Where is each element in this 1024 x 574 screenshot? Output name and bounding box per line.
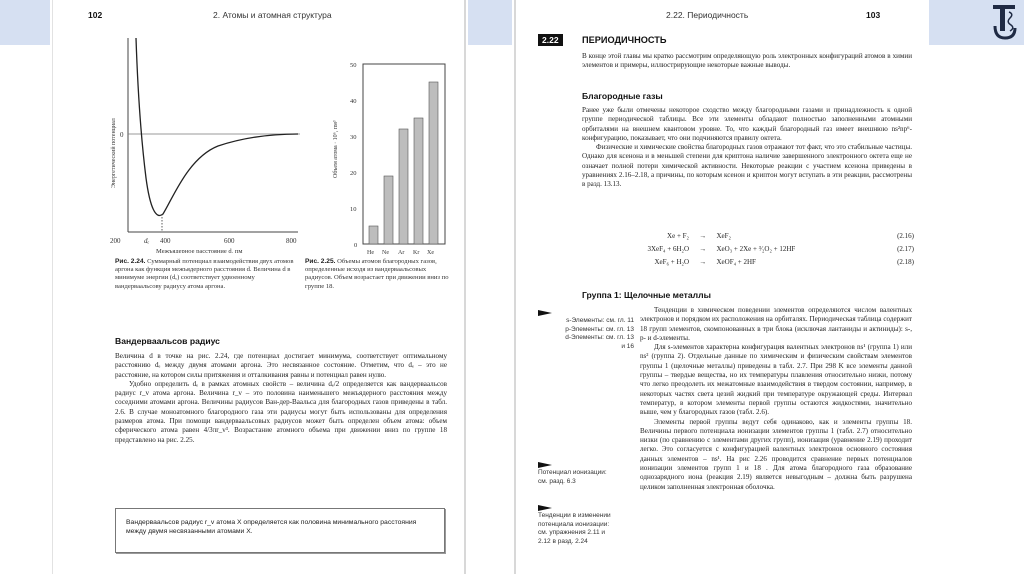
corner-decoration-middle (468, 0, 512, 45)
subsection-heading-noble-gases: Благородные газы (582, 91, 663, 101)
section-title: ПЕРИОДИЧНОСТЬ (582, 35, 667, 45)
equation-number: (2.17) (897, 245, 914, 253)
pointer-arrow-icon (538, 310, 552, 316)
svg-text:Объем атома · 10⁶, пм³: Объем атома · 10⁶, пм³ (333, 120, 339, 178)
figure-2-25-label: Рис. 2.25. (305, 258, 336, 265)
svg-text:Межъядерное расстояние d, пм: Межъядерное расстояние d, пм (156, 248, 243, 253)
margin-note-ionization (538, 462, 634, 486)
right-page (514, 0, 928, 574)
svg-text:0: 0 (354, 242, 358, 249)
subsection-heading-alkali-metals: Группа 1: Щелочные металлы (582, 290, 711, 300)
intro-text (582, 52, 912, 71)
equation-left: Xe + F₂ (667, 232, 689, 240)
paragraph: В конце этой главы мы кратко рассмотрим определяющую роль электронных конфигураций атомов в химии элементов и примеры, иллюстрирующие некоторые важные выводы. (582, 52, 912, 70)
svg-text:Xe: Xe (427, 250, 434, 256)
figure-2-24-text: Суммарный потенциал взаимодействия двух атомов аргона как функция межъядерного расстояния d. Величина d в минимуме энергии (dₑ) соответствует удвоенному вандерваальсову радиусу атома аргона. (115, 258, 294, 290)
page-number-right: 103 (866, 10, 881, 20)
margin-note-line: p-Элементы: см. гл. 13 (565, 325, 634, 333)
figure-2-25-text: Объемы атомов благородных газов, определенные исходя из вандерваальсовых радиусов. Объем возрастает при движении вниз по группе 18. (305, 258, 449, 290)
paragraph: Ранее уже были отмечены некоторое сходство между благородными газами и принадлежность к одной группе периодической таблицы. Все эти элементы обладают полностью заполненными атомными орбиталями на внешнем квантовом уровне. То, что каждый благородный газ имеет внешнюю ns²np⁶-конфигурацию, показывает, что они подчиняются правилу октета. (582, 106, 912, 142)
left-page (52, 0, 466, 574)
svg-text:10: 10 (350, 206, 357, 213)
section-number-badge: 2.22 (538, 34, 563, 46)
svg-text:800: 800 (286, 237, 297, 245)
svg-text:30: 30 (350, 134, 357, 141)
noble-gases-text (582, 106, 912, 190)
paragraph: Тенденции в химическом поведении элементов определяются числом валентных электронов и порядком их расположения на орбиталях. Периодическая таблица содержит 18 групп элементов, скомпонованных в три блока (исключая лантаниды и актиниды): s-, p- и d-элементы. (640, 306, 912, 342)
equation-right: XeO₃ + 2Xe + ³⁄₂O₂ + 12HF (716, 245, 796, 253)
equation-arrow: → (699, 232, 707, 240)
running-head-right: 2.22. Периодичность (666, 10, 749, 20)
svg-text:40: 40 (350, 98, 357, 105)
margin-note-line: s-Элементы: см. гл. 11 (566, 317, 634, 324)
equation-number: (2.16) (897, 232, 914, 240)
svg-text:Ne: Ne (382, 250, 389, 256)
corner-decoration-left (0, 0, 50, 45)
svg-text:20: 20 (350, 170, 357, 177)
equation-arrow: → (699, 245, 707, 253)
equation-arrow: → (699, 258, 707, 266)
equation-left: XeF₆ + H₂O (654, 258, 689, 266)
margin-note-line: и 16 (621, 342, 634, 350)
equation-left: 3XeF₄ + 6H₂O (647, 245, 689, 253)
svg-text:Kr: Kr (413, 250, 420, 256)
pointer-arrow-icon (538, 505, 552, 511)
page-number-left: 102 (88, 10, 103, 20)
svg-text:Энергетический потенциал: Энергетический потенциал (111, 118, 117, 188)
definition-box: Вандерваальсов радиус r_v атома X определяется как половина минимального расстояния между двумя несвязанными атомами X. (115, 508, 445, 553)
svg-text:He: He (367, 250, 374, 256)
equation-right: XeOF₄ + 2HF (716, 258, 756, 266)
margin-note-line: Потенциал ионизации: (538, 469, 607, 476)
margin-note-line: Тенденции в изменении (538, 512, 611, 519)
margin-note-line: см. упражнения 2.11 и (538, 529, 606, 537)
paragraph: Элементы первой группы ведут себя одинаково, как и элементы группы 18. Величины первого потенциала ионизации элементов группы 1 (табл. 2.7) относительно низки (по сравнению с элементами других групп), ионизация (уравнение 2.19) проходит легко. Это согласуется с конфигурацией валентных электронов основного состояния данных элементов – ns¹. На рис 2.26 проводится сравнение первых потенциалов ионизации элементов групп 1 и 18 . Для атома благородного газа образование однозарядного иона (реакция 2.19) является невыгодным – должна быть разрушена целиком заполненная электронная оболочка. (640, 417, 912, 491)
equation-number: (2.18) (897, 258, 914, 266)
equation-2-17 (604, 245, 914, 253)
paragraph: Для s-элементов характерна конфигурация валентных электронов ns¹ (группа 1) или ns² (группа 2). Отдельные данные по химическим и физическим свойствам элементов группы 1 (щелочные металлы) приведены в табл. 2.7. При 298 K все элементы данной группы – твердые вещества, но их температуры плавления относительно низки, потому что легко преодолеть их межатомные взаимодействия в твердом состоянии, например, в некоторых частях света цезий жидкий при температуре окружающей среды. Интервал температур, в котором элементы первой группы остаются жидкостями, значительно выше, чем у благородных газов (табл. 2.6). (640, 343, 912, 417)
vdw-body-text (115, 352, 447, 445)
atomic-volume-bar-chart (323, 58, 453, 258)
equation-2-16 (634, 232, 914, 240)
equation-2-18 (624, 258, 914, 266)
figure-2-24-label: Рис. 2.24. (115, 258, 146, 265)
svg-text:0: 0 (120, 131, 124, 139)
margin-note-elements (538, 310, 634, 351)
figure-2-24-caption (115, 258, 295, 291)
equation-right: XeF₂ (716, 232, 731, 240)
margin-note-line: см. разд. 6.3 (538, 477, 576, 485)
margin-note-line: d-Элементы: см. гл. 13 (565, 334, 634, 342)
svg-text:200: 200 (110, 237, 121, 245)
svg-text:400: 400 (160, 237, 171, 245)
figure-2-25-caption (305, 258, 455, 291)
margin-note-line: 2.12 в разд. 2.24 (538, 537, 588, 545)
paragraph: Величина d в точке на рис. 2.24, где потенциал достигает минимума, соответствует оптимальному расстоянию dₑ между двумя атомами аргона. Это несвязанное состояние. Отметим, что dₑ – это не расстояние, на котором силы притяжения и отталкивания равны и потенциал равен нулю. (115, 352, 447, 379)
svg-text:Ar: Ar (398, 250, 405, 256)
paragraph: Удобно определить dₑ в рамках атомных свойств – величина dₑ/2 определяется как вандерваальсов радиус r_v атома аргона. Величина r_v – это половина наименьшего межъядерного расстояния между соседними атомами аргона. Величины радиусов Ван-дер-Ваальса для благородных газов приведены в табл. 2.6. В случае моноатомного благородного газа эти радиусы могут быть использованы для определения размеров атома. При помощи вандерваальсовых радиусов может быть определен объем атома: объем сферического атома равен 4/3πr_v³. Возрастание атомного объема при движении вниз по группе 18 представлено на рис. 2.25. (115, 379, 447, 444)
alkali-metals-text (640, 306, 912, 492)
svg-text:600: 600 (224, 237, 235, 245)
pointer-arrow-icon (538, 462, 552, 468)
logo-icon (992, 4, 1018, 40)
paragraph: Физические и химические свойства благородных газов отражают тот факт, что это стабильные частицы. Однако для ксенона и в меньшей степени для криптона наличие завершенного электронного октета еще не означает полной потери химической активности. Некоторые реакции с участием ксенона приведены в уравнениях 2.16–2.18, а причины, по которым ксенон и криптон могут вступать в эти реакции, рассмотрены в разд. 13.13. (582, 143, 912, 189)
section-heading-vdw: Вандерваальсов радиус (115, 336, 220, 346)
potential-energy-chart (108, 38, 308, 253)
svg-text:dₑ: dₑ (144, 237, 150, 245)
running-head-left: 2. Атомы и атомная структура (213, 10, 332, 20)
svg-text:50: 50 (350, 62, 357, 69)
margin-note-line: потенциала ионизации: (538, 520, 610, 528)
margin-note-ionization-trends (538, 505, 634, 546)
